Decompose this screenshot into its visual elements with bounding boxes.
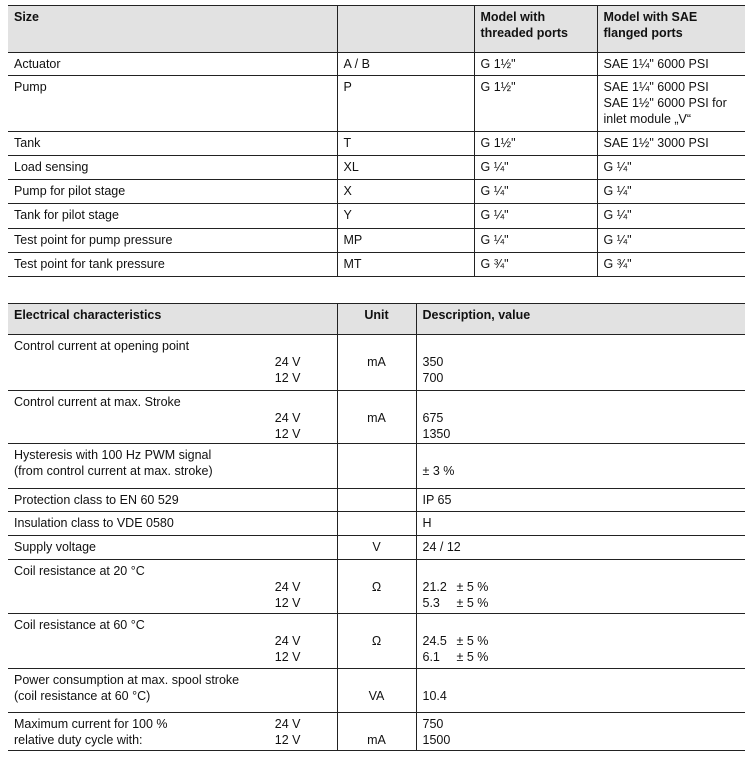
value-cell	[416, 614, 745, 669]
value-text: 6.1	[422, 650, 440, 664]
cell-line: Model with	[480, 10, 546, 24]
table-cell	[337, 204, 474, 229]
table-cell	[337, 132, 474, 156]
cell-line: Actuator	[14, 57, 61, 71]
cell-line: MT	[343, 257, 362, 271]
table-row	[8, 713, 745, 751]
value-text: ± 3 %	[422, 464, 455, 478]
column-header	[597, 6, 745, 53]
characteristic-label: Coil resistance at 60 °C	[14, 618, 145, 632]
value-text: 1350	[422, 427, 451, 441]
table-cell	[474, 253, 597, 277]
electrical-characteristics-table	[8, 303, 745, 751]
cell-line: Tank	[14, 136, 41, 150]
characteristic-label: (coil resistance at 60 °C)	[14, 689, 151, 703]
table-cell	[474, 156, 597, 180]
voltage-label: 12 V	[274, 371, 301, 385]
unit-label: Ω	[371, 634, 382, 648]
table-cell	[597, 132, 745, 156]
table-cell	[597, 76, 745, 132]
table-row	[8, 229, 745, 253]
cell-line: Test point for pump pressure	[14, 233, 173, 247]
cell-line: T	[343, 136, 352, 150]
table-cell	[337, 180, 474, 204]
table-row	[8, 512, 745, 536]
value-text: 10.4	[422, 689, 447, 703]
voltage-label: 12 V	[274, 733, 301, 747]
cell-line: A / B	[343, 57, 370, 71]
table-cell	[8, 53, 337, 76]
characteristic-cell	[8, 669, 337, 713]
characteristic-cell	[8, 489, 337, 512]
cell-line: Tank for pilot stage	[14, 208, 119, 222]
characteristic-label: Coil resistance at 20 °C	[14, 564, 145, 578]
value-text: 5.3	[422, 596, 440, 610]
unit-label: V	[372, 540, 381, 554]
header-row	[8, 304, 745, 335]
characteristic-label: relative duty cycle with:	[14, 733, 143, 747]
cell-line: P	[343, 80, 352, 94]
characteristic-label: (from control current at max. stroke)	[14, 464, 213, 478]
unit-cell	[337, 444, 416, 489]
unit-cell	[337, 391, 416, 444]
cell-line: SAE 1½" 6000 PSI for	[603, 96, 727, 110]
table-cell	[337, 76, 474, 132]
value-cell	[416, 669, 745, 713]
table-row	[8, 391, 745, 444]
unit-label: mA	[367, 733, 386, 747]
tolerance-text: ± 5 %	[456, 650, 489, 664]
tolerance-text: ± 5 %	[456, 634, 489, 648]
table-cell	[474, 204, 597, 229]
voltage-label: 12 V	[274, 596, 301, 610]
table-row	[8, 444, 745, 489]
cell-line: G 1½"	[480, 136, 516, 150]
table-cell	[8, 132, 337, 156]
table-cell	[337, 253, 474, 277]
cell-line: Y	[343, 208, 352, 222]
table-row	[8, 132, 745, 156]
characteristic-label: Hysteresis with 100 Hz PWM signal	[14, 448, 212, 462]
table-cell	[8, 156, 337, 180]
table-cell	[8, 76, 337, 132]
ports-table	[8, 5, 745, 277]
value-text: 675	[422, 411, 444, 425]
cell-line: G ¼"	[603, 208, 632, 222]
value-text: H	[422, 516, 432, 530]
value-text: 21.2	[422, 580, 447, 594]
tolerance-text: ± 5 %	[456, 596, 489, 610]
cell-line: G ¼"	[603, 233, 632, 247]
tolerance-text: ± 5 %	[456, 580, 489, 594]
table-row	[8, 560, 745, 614]
cell-line: G ¼"	[603, 160, 632, 174]
cell-line: threaded ports	[480, 26, 569, 40]
cell-line: G 1½"	[480, 80, 516, 94]
table-cell	[597, 229, 745, 253]
unit-label: mA	[367, 355, 386, 369]
table-row	[8, 614, 745, 669]
column-header	[474, 6, 597, 53]
value-cell	[416, 512, 745, 536]
table-cell	[474, 76, 597, 132]
table-cell	[337, 53, 474, 76]
value-cell	[416, 713, 745, 751]
cell-line: G ¾"	[603, 257, 632, 271]
value-cell	[416, 444, 745, 489]
table-row	[8, 53, 745, 76]
characteristic-cell	[8, 560, 337, 614]
characteristic-label: Control current at max. Stroke	[14, 395, 181, 409]
table-cell	[8, 180, 337, 204]
cell-line: Model with SAE	[603, 10, 698, 24]
cell-line: SAE 1½" 3000 PSI	[603, 136, 709, 150]
cell-line: XL	[343, 160, 359, 174]
table-row	[8, 180, 745, 204]
value-text: 750	[422, 717, 444, 731]
table-row	[8, 489, 745, 512]
value-cell	[416, 391, 745, 444]
table-row	[8, 253, 745, 277]
cell-line: G ¼"	[480, 233, 509, 247]
value-text: 24 / 12	[422, 540, 461, 554]
value-text: 24.5	[422, 634, 447, 648]
value-cell	[416, 560, 745, 614]
characteristic-cell	[8, 713, 337, 751]
value-cell	[416, 536, 745, 560]
cell-line	[344, 9, 468, 25]
unit-label: mA	[367, 411, 386, 425]
table-cell	[8, 204, 337, 229]
table-cell	[8, 229, 337, 253]
table-cell	[597, 53, 745, 76]
column-header: Unit	[337, 304, 416, 335]
cell-line: G ¼"	[480, 184, 509, 198]
value-text: 700	[422, 371, 444, 385]
unit-cell	[337, 512, 416, 536]
cell-line: Pump for pilot stage	[14, 184, 126, 198]
characteristic-cell	[8, 614, 337, 669]
table-row	[8, 669, 745, 713]
table-row	[8, 335, 745, 391]
voltage-label: 24 V	[274, 634, 301, 648]
unit-cell	[337, 713, 416, 751]
cell-line: SAE 1¼" 6000 PSI	[603, 57, 709, 71]
cell-line: G ¼"	[480, 160, 509, 174]
table-row	[8, 76, 745, 132]
characteristic-cell	[8, 391, 337, 444]
cell-line: Size	[14, 10, 40, 24]
characteristic-label: Protection class to EN 60 529	[14, 493, 179, 507]
table-cell	[337, 156, 474, 180]
table-cell	[474, 180, 597, 204]
unit-cell	[337, 335, 416, 391]
characteristic-cell	[8, 536, 337, 560]
voltage-label: 12 V	[274, 427, 301, 441]
header-row	[8, 6, 745, 53]
characteristic-label: Power consumption at max. spool stroke	[14, 673, 240, 687]
table-cell	[597, 253, 745, 277]
characteristic-label: Maximum current for 100 %	[14, 717, 168, 731]
table-row	[8, 536, 745, 560]
table-cell	[597, 204, 745, 229]
unit-cell	[337, 614, 416, 669]
value-cell	[416, 489, 745, 512]
cell-line: Load sensing	[14, 160, 89, 174]
characteristic-label: Control current at opening point	[14, 339, 190, 353]
table-cell	[337, 229, 474, 253]
voltage-label: 24 V	[274, 355, 301, 369]
unit-cell	[337, 669, 416, 713]
table-row	[8, 156, 745, 180]
column-header: Electrical characteristics	[8, 304, 337, 335]
unit-label: Ω	[371, 580, 382, 594]
cell-line: G ¾"	[480, 257, 509, 271]
voltage-label: 24 V	[274, 717, 301, 731]
column-header: Description, value	[416, 304, 745, 335]
voltage-label: 24 V	[274, 580, 301, 594]
unit-cell	[337, 560, 416, 614]
table-cell	[474, 229, 597, 253]
characteristic-label: Insulation class to VDE 0580	[14, 516, 174, 530]
unit-cell	[337, 489, 416, 512]
value-text: 1500	[422, 733, 451, 747]
characteristic-cell	[8, 444, 337, 489]
cell-line: G 1½"	[480, 57, 516, 71]
value-text: IP 65	[422, 493, 452, 507]
voltage-label: 24 V	[274, 411, 301, 425]
table-cell	[597, 180, 745, 204]
table-cell	[474, 53, 597, 76]
table-cell	[597, 156, 745, 180]
cell-line: inlet module „V“	[603, 112, 692, 126]
value-text: 350	[422, 355, 444, 369]
cell-line: G ¼"	[603, 184, 632, 198]
column-header	[337, 6, 474, 53]
characteristic-cell	[8, 335, 337, 391]
characteristic-cell	[8, 512, 337, 536]
cell-line: X	[343, 184, 352, 198]
characteristic-label: Supply voltage	[14, 540, 97, 554]
voltage-label: 12 V	[274, 650, 301, 664]
table-cell	[474, 132, 597, 156]
cell-line: Test point for tank pressure	[14, 257, 165, 271]
value-cell	[416, 335, 745, 391]
cell-line: flanged ports	[603, 26, 683, 40]
cell-line: MP	[343, 233, 363, 247]
unit-cell	[337, 536, 416, 560]
table-row	[8, 204, 745, 229]
cell-line: G ¼"	[480, 208, 509, 222]
cell-line: Pump	[14, 80, 47, 94]
column-header	[8, 6, 337, 53]
cell-line: SAE 1¼" 6000 PSI	[603, 80, 709, 94]
table-cell	[8, 253, 337, 277]
unit-label: VA	[368, 689, 385, 703]
